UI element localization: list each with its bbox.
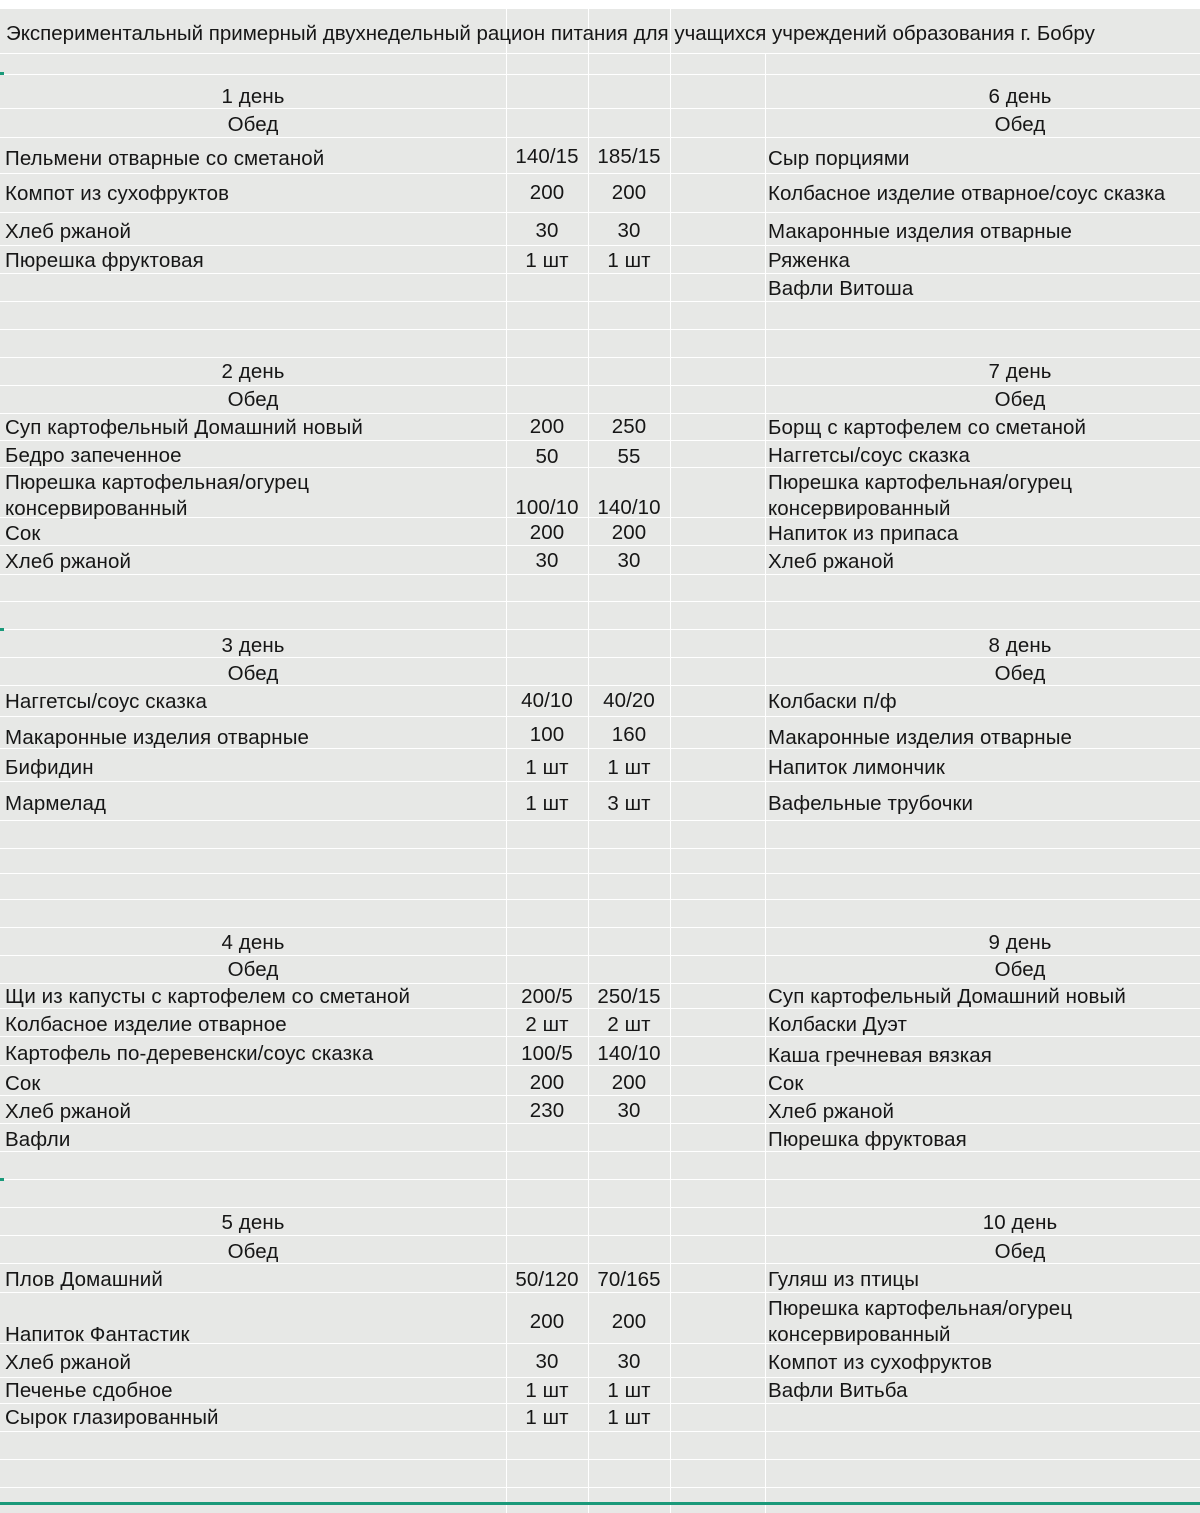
dish-name[interactable]: Пюрешка картофельная/огурец xyxy=(768,471,1073,494)
portion-younger[interactable]: 30 xyxy=(535,1350,559,1373)
dish-name[interactable]: Вафли xyxy=(5,1128,71,1151)
day-heading[interactable]: 2 день xyxy=(221,360,285,383)
portion-younger[interactable]: 200 xyxy=(529,1310,565,1333)
meal-heading[interactable]: Обед xyxy=(227,662,279,685)
portion-younger[interactable]: 1 шт xyxy=(525,792,569,815)
row-gridline xyxy=(0,1377,1200,1378)
portion-younger[interactable]: 100 xyxy=(529,723,565,746)
row-gridline xyxy=(0,440,1200,441)
row-gridline xyxy=(0,899,1200,900)
dish-name[interactable]: Колбасное изделие отварное xyxy=(5,1013,287,1036)
dish-name[interactable]: Напиток лимончик xyxy=(768,756,945,779)
portion-older[interactable]: 1 шт xyxy=(607,756,651,779)
portion-older[interactable]: 250 xyxy=(611,415,647,438)
meal-heading[interactable]: Обед xyxy=(994,388,1046,411)
dish-name[interactable]: Пюрешка фруктовая xyxy=(768,1128,967,1151)
row-gridline xyxy=(0,212,1200,213)
meal-heading[interactable]: Обед xyxy=(994,662,1046,685)
row-gridline xyxy=(0,173,1200,174)
meal-heading[interactable]: Обед xyxy=(227,958,279,981)
day-heading[interactable]: 1 день xyxy=(221,85,285,108)
portion-older[interactable]: 250/15 xyxy=(597,985,661,1008)
portion-younger[interactable]: 100/10 xyxy=(515,496,579,519)
dish-name[interactable]: Вафли Витоша xyxy=(768,277,914,300)
day-heading[interactable]: 9 день xyxy=(988,931,1052,954)
portion-older[interactable]: 200 xyxy=(611,1310,647,1333)
row-gridline xyxy=(0,1235,1200,1236)
portion-older[interactable]: 30 xyxy=(617,549,641,572)
dish-name[interactable]: Борщ с картофелем со сметаной xyxy=(768,416,1087,439)
dish-name[interactable]: Хлеб ржаной xyxy=(768,550,895,573)
portion-younger[interactable]: 200/5 xyxy=(521,985,573,1008)
row-gridline xyxy=(0,1179,1200,1180)
dish-name[interactable]: Колбаски Дуэт xyxy=(768,1013,907,1036)
row-gridline xyxy=(0,574,1200,575)
row-gridline xyxy=(0,1487,1200,1488)
row-gridline xyxy=(0,1403,1200,1404)
row-gridline xyxy=(0,385,1200,386)
dish-name[interactable]: Мармелад xyxy=(5,792,107,815)
dish-name[interactable]: Вафли Витьба xyxy=(768,1379,908,1402)
header-band xyxy=(0,0,1200,8)
dish-name[interactable]: Пюрешка картофельная/огурец xyxy=(768,1297,1073,1320)
day-heading[interactable]: 8 день xyxy=(988,634,1052,657)
dish-name[interactable]: Хлеб ржаной xyxy=(5,220,132,243)
row-gridline xyxy=(0,1292,1200,1293)
portion-older[interactable]: 70/165 xyxy=(597,1268,661,1291)
row-gridline xyxy=(0,820,1200,821)
row-marker xyxy=(0,1178,4,1181)
portion-younger[interactable]: 100/5 xyxy=(521,1042,573,1065)
portion-older[interactable]: 1 шт xyxy=(607,249,651,272)
portion-younger[interactable]: 50 xyxy=(535,445,559,468)
row-gridline xyxy=(0,629,1200,630)
day-heading[interactable]: 3 день xyxy=(221,634,285,657)
row-gridline xyxy=(0,1151,1200,1152)
dish-name[interactable]: Сырок глазированный xyxy=(5,1406,219,1429)
row-gridline xyxy=(0,74,1200,75)
row-gridline xyxy=(0,8,1200,9)
dish-name[interactable]: Пюрешка фруктовая xyxy=(5,249,204,272)
row-gridline xyxy=(0,53,1200,54)
portion-older[interactable]: 30 xyxy=(617,219,641,242)
row-gridline xyxy=(0,545,1200,546)
dish-name[interactable]: Наггетсы/соус сказка xyxy=(5,690,207,713)
dish-name[interactable]: Суп картофельный Домашний новый xyxy=(768,985,1126,1008)
portion-older[interactable]: 1 шт xyxy=(607,1406,651,1429)
portion-younger[interactable]: 140/15 xyxy=(515,145,579,168)
dish-name[interactable]: Гуляш из птицы xyxy=(768,1268,920,1291)
portion-younger[interactable]: 200 xyxy=(529,181,565,204)
portion-older[interactable]: 140/10 xyxy=(597,1042,661,1065)
day-heading[interactable]: 7 день xyxy=(988,360,1052,383)
meal-heading[interactable]: Обед xyxy=(994,1240,1046,1263)
portion-older[interactable]: 40/20 xyxy=(603,689,655,712)
sheet-bottom-border xyxy=(0,1502,1200,1505)
portion-older[interactable]: 200 xyxy=(611,1071,647,1094)
dish-name[interactable]: Сок xyxy=(5,1072,41,1095)
row-gridline xyxy=(0,781,1200,782)
dish-name[interactable]: Пюрешка картофельная/огурец xyxy=(5,471,310,494)
portion-older[interactable]: 3 шт xyxy=(607,792,651,815)
dish-name[interactable]: Хлеб ржаной xyxy=(5,550,132,573)
column-gridline xyxy=(765,53,766,1513)
portion-older[interactable]: 30 xyxy=(617,1099,641,1122)
dish-name[interactable]: консервированный xyxy=(768,497,951,520)
dish-name[interactable]: Бифидин xyxy=(5,756,94,779)
dish-name[interactable]: Щи из капусты с картофелем со сметаной xyxy=(5,985,411,1008)
dish-name[interactable]: Плов Домашний xyxy=(5,1268,163,1291)
row-gridline xyxy=(0,983,1200,984)
row-gridline xyxy=(0,329,1200,330)
portion-younger[interactable]: 200 xyxy=(529,415,565,438)
dish-name[interactable]: Бедро запеченное xyxy=(5,444,182,467)
portion-older[interactable]: 140/10 xyxy=(597,496,661,519)
dish-name[interactable]: Макаронные изделия отварные xyxy=(768,220,1073,243)
dish-name[interactable]: Пельмени отварные со сметаной xyxy=(5,147,325,170)
portion-younger[interactable]: 1 шт xyxy=(525,1379,569,1402)
meal-heading[interactable]: Обед xyxy=(994,958,1046,981)
row-marker xyxy=(0,72,4,75)
portion-younger[interactable]: 1 шт xyxy=(525,756,569,779)
dish-name[interactable]: Хлеб ржаной xyxy=(5,1100,132,1123)
row-gridline xyxy=(0,1431,1200,1432)
portion-older[interactable]: 1 шт xyxy=(607,1379,651,1402)
dish-name[interactable]: Макаронные изделия отварные xyxy=(768,726,1073,749)
meal-heading[interactable]: Обед xyxy=(227,1240,279,1263)
meal-heading[interactable]: Обед xyxy=(994,113,1046,136)
dish-name-continued[interactable]: консервированный xyxy=(5,497,188,520)
dish-name[interactable]: Вафельные трубочки xyxy=(768,792,974,815)
portion-younger[interactable]: 50/120 xyxy=(515,1268,579,1291)
row-gridline xyxy=(0,848,1200,849)
row-gridline xyxy=(0,873,1200,874)
portion-older[interactable]: 30 xyxy=(617,1350,641,1373)
dish-name[interactable]: Колбасное изделие отварное/соус сказка xyxy=(768,182,1166,205)
dish-name[interactable]: Печенье сдобное xyxy=(5,1379,173,1402)
dish-name[interactable]: Наггетсы/соус сказка xyxy=(768,444,970,467)
portion-younger[interactable]: 2 шт xyxy=(525,1013,569,1036)
sheet-title[interactable]: Экспериментальный примерный двухнедельный рацион питания для учащихся учреждений образования г. Бобру xyxy=(6,22,1095,45)
portion-older[interactable]: 2 шт xyxy=(607,1013,651,1036)
day-heading[interactable]: 6 день xyxy=(988,85,1052,108)
portion-older[interactable]: 55 xyxy=(617,445,641,468)
portion-younger[interactable]: 30 xyxy=(535,549,559,572)
dish-name[interactable]: Каша гречневая вязкая xyxy=(768,1044,992,1067)
dish-name[interactable]: Ряженка xyxy=(768,249,851,272)
row-gridline xyxy=(0,1095,1200,1096)
dish-name[interactable]: Сок xyxy=(5,522,41,545)
portion-older[interactable]: 160 xyxy=(611,723,647,746)
portion-older[interactable]: 200 xyxy=(611,521,647,544)
row-gridline xyxy=(0,601,1200,602)
portion-older[interactable]: 185/15 xyxy=(597,145,661,168)
dish-name[interactable]: Компот из сухофруктов xyxy=(5,182,230,205)
dish-name[interactable]: Сок xyxy=(768,1072,804,1095)
row-gridline xyxy=(0,137,1200,138)
dish-name[interactable]: Компот из сухофруктов xyxy=(768,1351,993,1374)
row-marker xyxy=(0,628,4,631)
column-gridline xyxy=(670,0,671,1513)
meal-heading[interactable]: Обед xyxy=(227,388,279,411)
day-heading[interactable]: 5 день xyxy=(221,1211,285,1234)
row-gridline xyxy=(0,927,1200,928)
row-gridline xyxy=(0,413,1200,414)
meal-heading[interactable]: Обед xyxy=(227,113,279,136)
row-gridline xyxy=(0,1207,1200,1208)
dish-name[interactable]: консервированный xyxy=(768,1323,951,1346)
day-heading[interactable]: 10 день xyxy=(982,1211,1058,1234)
dish-name[interactable]: Напиток Фантастик xyxy=(5,1323,190,1346)
dish-name[interactable]: Напиток из припаса xyxy=(768,522,959,545)
dish-name[interactable]: Сыр порциями xyxy=(768,147,910,170)
dish-name[interactable]: Хлеб ржаной xyxy=(5,1351,132,1374)
portion-younger[interactable]: 1 шт xyxy=(525,249,569,272)
row-gridline xyxy=(0,245,1200,246)
dish-name[interactable]: Макаронные изделия отварные xyxy=(5,726,310,749)
portion-older[interactable]: 200 xyxy=(611,181,647,204)
portion-younger[interactable]: 200 xyxy=(529,1071,565,1094)
portion-younger[interactable]: 230 xyxy=(529,1099,565,1122)
row-gridline xyxy=(0,716,1200,717)
row-gridline xyxy=(0,955,1200,956)
day-heading[interactable]: 4 день xyxy=(221,931,285,954)
dish-name[interactable]: Хлеб ржаной xyxy=(768,1100,895,1123)
row-gridline xyxy=(0,357,1200,358)
dish-name[interactable]: Колбаски п/ф xyxy=(768,690,897,713)
portion-younger[interactable]: 1 шт xyxy=(525,1406,569,1429)
portion-younger[interactable]: 30 xyxy=(535,219,559,242)
dish-name[interactable]: Картофель по-деревенски/соус сказка xyxy=(5,1042,374,1065)
row-gridline xyxy=(0,273,1200,274)
dish-name[interactable]: Суп картофельный Домашний новый xyxy=(5,416,363,439)
portion-younger[interactable]: 40/10 xyxy=(521,689,573,712)
row-gridline xyxy=(0,301,1200,302)
portion-younger[interactable]: 200 xyxy=(529,521,565,544)
row-gridline xyxy=(0,1459,1200,1460)
row-gridline xyxy=(0,1123,1200,1124)
